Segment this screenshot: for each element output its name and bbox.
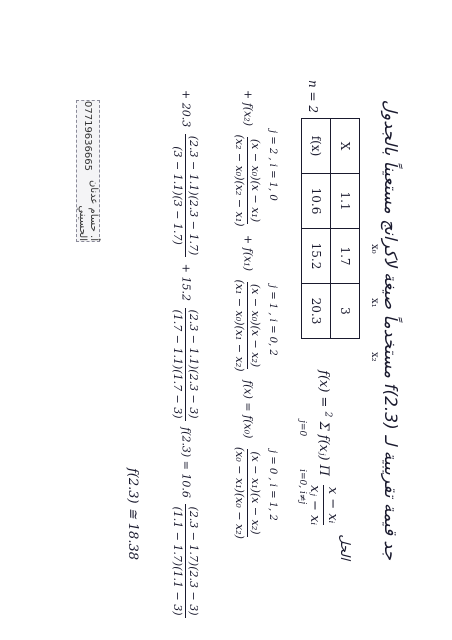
lagrange-plus2: + f(x₂) <box>241 90 255 126</box>
term-num: (2.3 − 1.1)(2.3 − 3) <box>187 309 200 419</box>
table-cell: X <box>331 119 360 174</box>
term-den: (x₁ − x₀)(x₁ − x₂) <box>233 279 246 372</box>
lagrange-term1 <box>233 278 262 374</box>
numeric-term2 <box>171 134 200 258</box>
table-row <box>302 119 331 339</box>
stamp-name: أ. حسام عدنان الحسيني <box>77 179 99 241</box>
term-num: (2.3 − 1.7)(2.3 − 3) <box>187 506 200 616</box>
x0-label: x₀ <box>369 244 380 254</box>
formula-sum: Σ f(xⱼ) Π <box>316 421 331 476</box>
lagrange-lhs: f(x) = f(x₀) <box>241 380 255 439</box>
term-den: (x₂ − x₀)(x₂ − x₁) <box>233 134 246 227</box>
term-num: (x − x₁)(x − x₂) <box>249 451 262 535</box>
index-note-j0: j = 0 , i = 1, 2 <box>267 450 278 521</box>
table-cell: 1.1 <box>331 174 360 229</box>
lagrange-general-formula <box>297 370 340 530</box>
numeric-lhs: f(2.3) = 10.6 <box>179 427 193 498</box>
term-den: (1.7 − 1.1)(1.7 − 3) <box>171 309 184 419</box>
term-num: (2.3 − 1.1)(2.3 − 1.7) <box>187 135 200 256</box>
formula-prod-bottom: i=0, i≠j <box>297 469 307 505</box>
term-den: (3 − 1.1)(3 − 1.7) <box>171 146 184 245</box>
table-row <box>331 119 360 339</box>
question-title: جد قيمة تقريبية لـ f(2.3) مستخدماً صيغة لاكرانج مستعيناً بالجدول <box>380 99 400 560</box>
stamp-phone: 07719636665 <box>82 101 94 171</box>
lagrange-expanded <box>233 90 262 544</box>
term-num: (x − x₀)(x − x₁) <box>249 138 262 223</box>
final-result: f(2.3) ≅ 18.38 <box>125 467 140 560</box>
numeric-plus2: + 20.3 <box>179 90 193 128</box>
table-cell: 3 <box>331 284 360 339</box>
solution-label: الحل <box>337 534 352 560</box>
formula-fraction <box>307 483 340 527</box>
table-cell: 10.6 <box>302 174 331 229</box>
lagrange-plus1: + f(x₁) <box>241 235 255 272</box>
term-den: (x₀ − x₁)(x₀ − x₂) <box>233 446 246 539</box>
numeric-term1 <box>171 308 200 421</box>
formula-frac-num: x − xᵢ <box>325 486 340 524</box>
index-note-j2: j = 2 , i = 1, 0 <box>267 130 278 201</box>
table-cell: 1.7 <box>331 229 360 284</box>
term-num: (x − x₀)(x − x₂) <box>249 283 262 368</box>
table-cell: 20.3 <box>302 284 331 339</box>
formula-limit-top: 2 <box>322 411 333 418</box>
n-value: n = 2 <box>306 80 320 114</box>
table-cell: f(x) <box>302 119 331 174</box>
numeric-plus1: + 15.2 <box>179 263 193 301</box>
table-cell: 15.2 <box>302 229 331 284</box>
x1-label: x₁ <box>369 298 380 308</box>
data-table <box>301 118 360 339</box>
formula-lhs: f(x) = <box>316 370 331 412</box>
formula-frac-den: xⱼ − xᵢ <box>307 485 322 525</box>
rotated-handwritten-sheet <box>70 70 400 616</box>
formula-limit-bottom: j=0 <box>297 420 307 437</box>
numeric-term0 <box>171 504 200 617</box>
lagrange-term2 <box>233 132 262 228</box>
numeric-substitution <box>171 90 200 621</box>
author-stamp <box>76 100 100 242</box>
index-note-j1: j = 1 , i = 0, 2 <box>267 285 278 356</box>
lagrange-term0 <box>233 445 262 541</box>
term-den: (1.1 − 1.7)(1.1 − 3) <box>171 506 184 616</box>
x2-label: x₂ <box>369 352 380 362</box>
